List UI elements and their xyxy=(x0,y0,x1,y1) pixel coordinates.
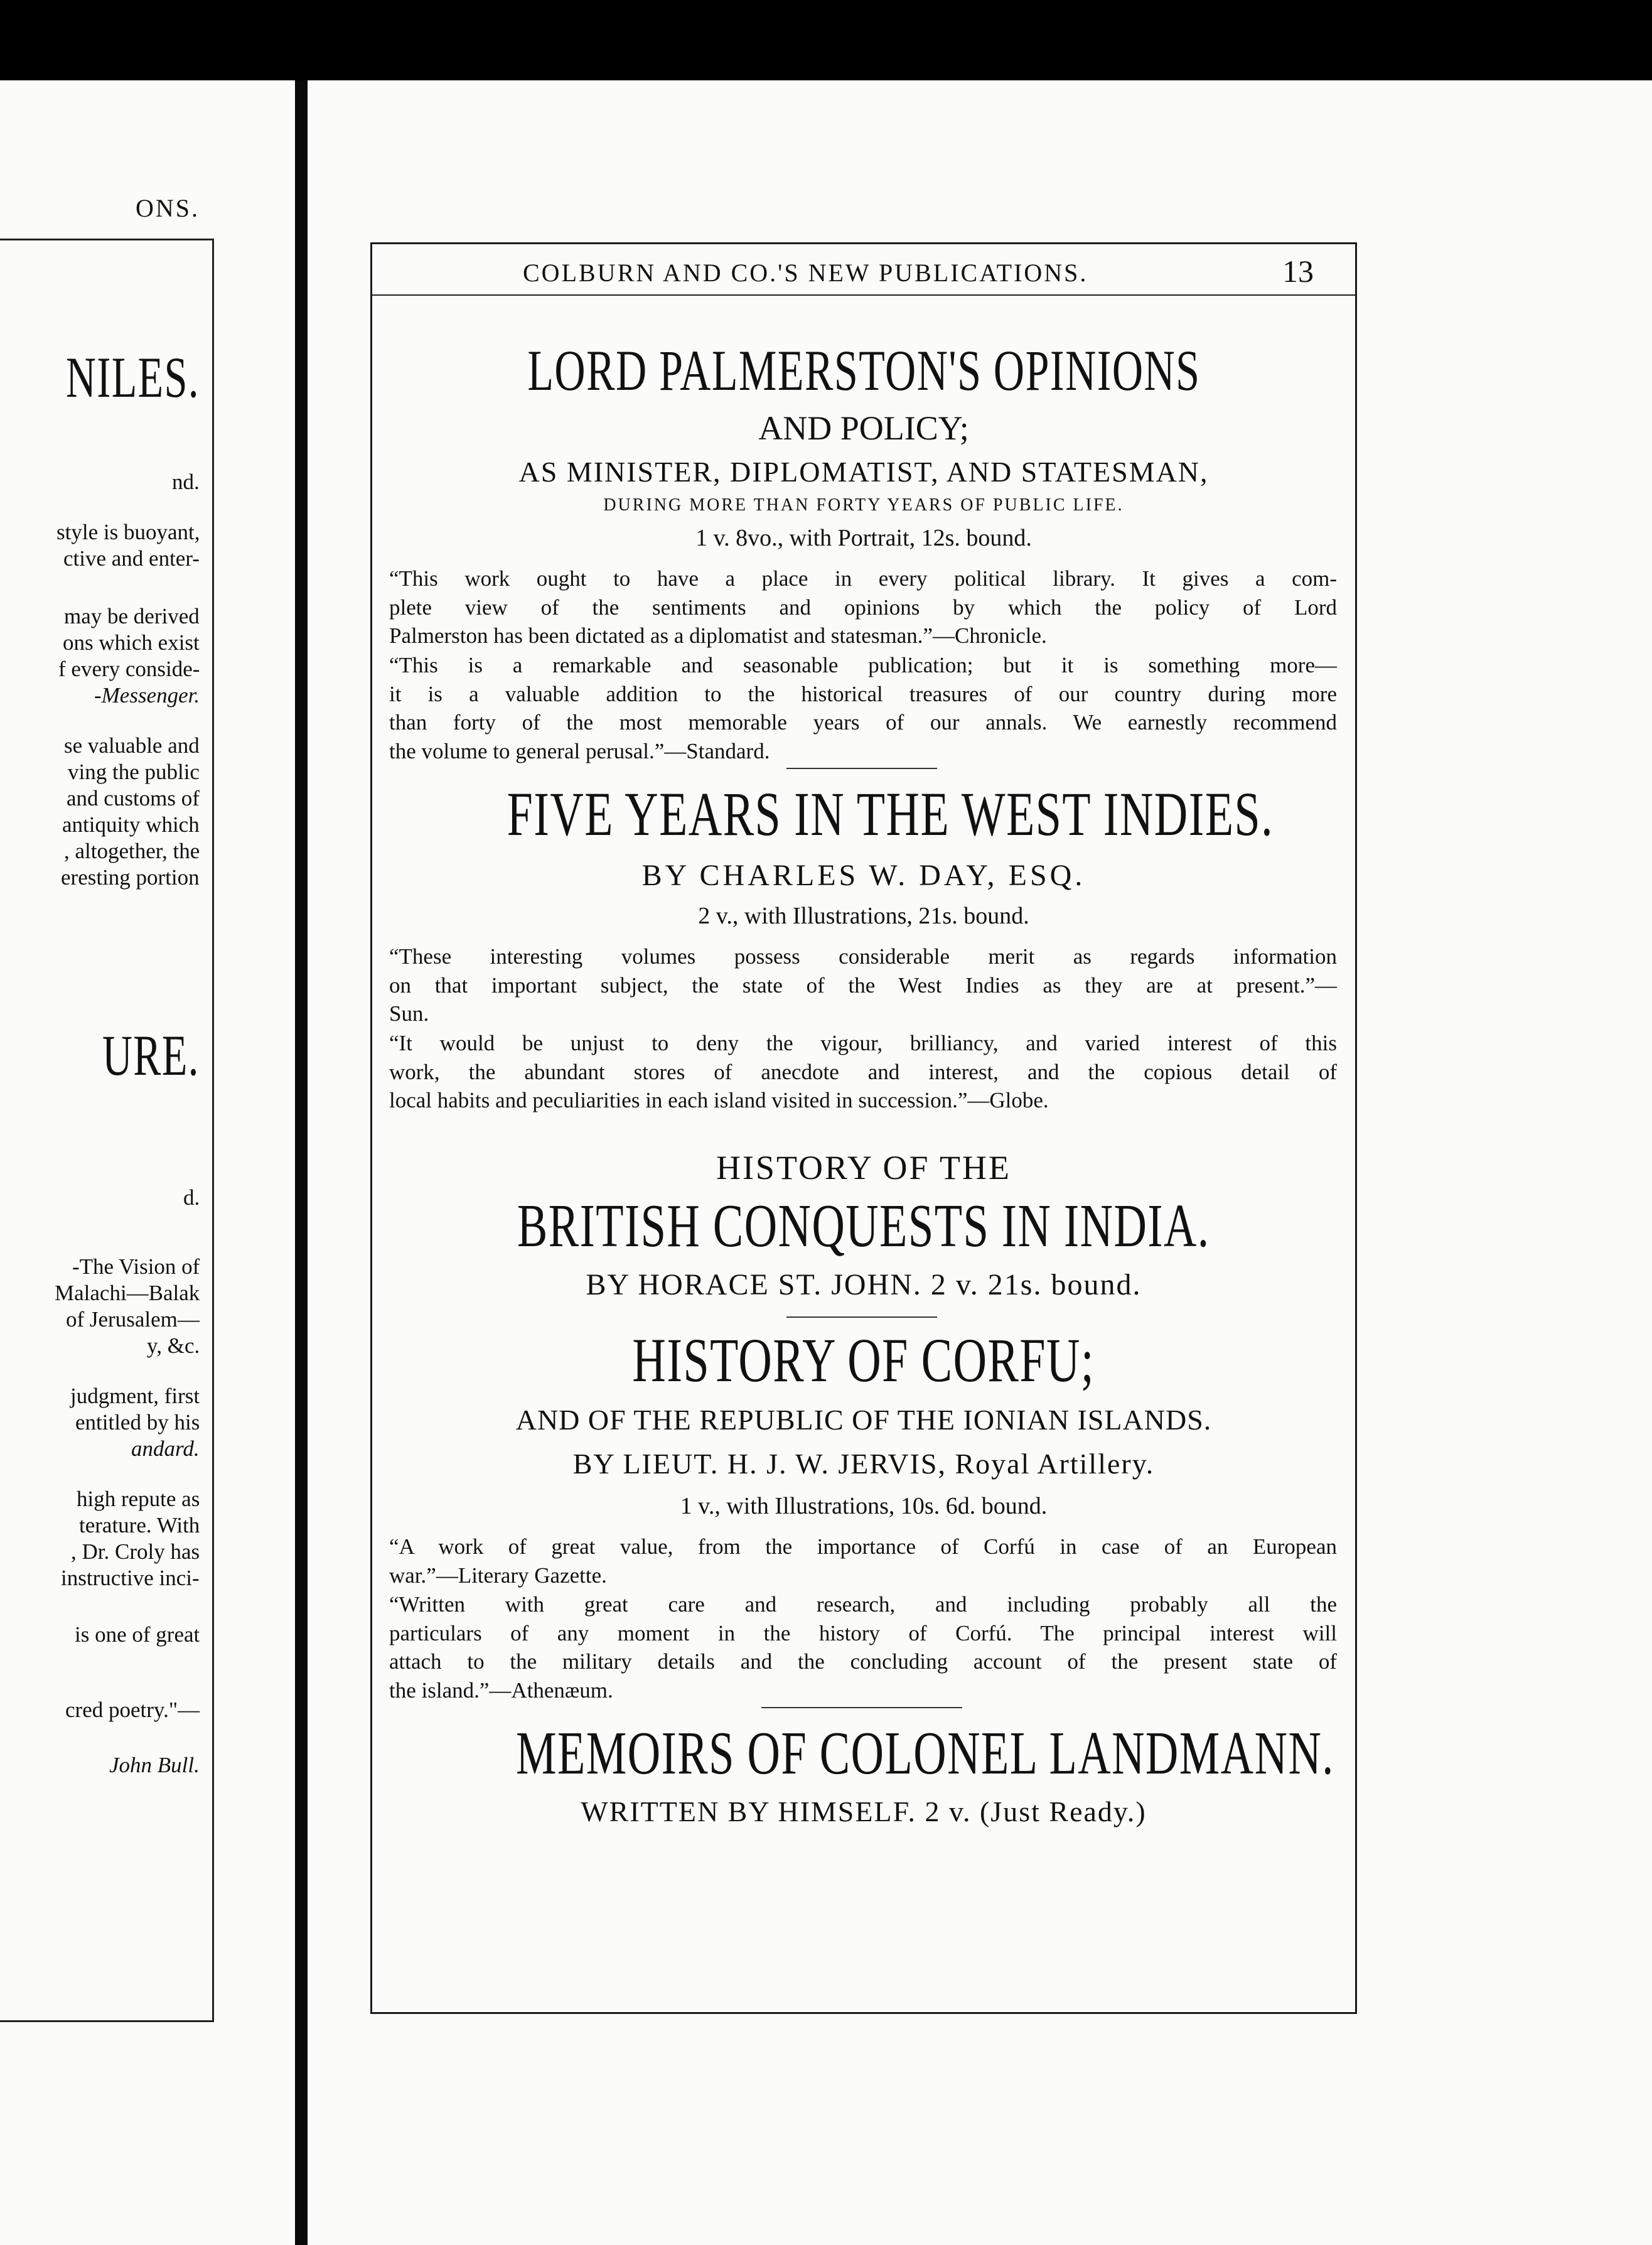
ad-line-palmerston: AS MINISTER, DIPLOMATIST, AND STATESMAN, xyxy=(518,456,1209,488)
ad-title-palmerston: LORD PALMERSTON'S OPINIONS xyxy=(527,338,1201,402)
review-corfu-1 xyxy=(389,1532,1337,1590)
review-line: work, the abundant stores of anecdote and interest, and the copious detail of xyxy=(389,1059,1337,1084)
previous-page-line: ctive and enter- xyxy=(63,546,200,571)
ad-author-india: BY HORACE ST. JOHN. 2 v. 21s. bound. xyxy=(586,1268,1142,1301)
previous-page-line: may be derived xyxy=(64,604,200,628)
previous-page-line: instructive inci- xyxy=(61,1566,200,1590)
ad-title-west-indies: FIVE YEARS IN THE WEST INDIES. xyxy=(507,779,1274,849)
review-line: particulars of any moment in the history of Corfú. The principal interest will xyxy=(389,1620,1337,1645)
ad-line-palmerston-2: DURING MORE THAN FORTY YEARS OF PUBLIC LIFE. xyxy=(603,495,1124,515)
previous-page-line: terature. With xyxy=(79,1513,200,1537)
page-border xyxy=(370,242,1357,2014)
previous-page-line: Malachi—Balak xyxy=(55,1281,200,1305)
review-line: “A work of great value, from the importance of Corfú in case of an European xyxy=(389,1534,1337,1559)
previous-page-line: NILES. xyxy=(65,345,200,409)
ad-details-west-indies: 2 v., with Illustrations, 21s. bound. xyxy=(698,903,1029,929)
review-line: Sun. xyxy=(389,1001,429,1026)
previous-page-line: and customs of xyxy=(67,786,200,810)
review-line: local habits and peculiarities in each island visited in succession.”—Globe. xyxy=(389,1088,1049,1112)
previous-page-line: eresting portion xyxy=(61,865,200,890)
review-line: “Written with great care and research, and including probably all the xyxy=(389,1592,1337,1617)
previous-page-line: , Dr. Croly has xyxy=(71,1539,200,1564)
ad-subtitle-palmerston: AND POLICY; xyxy=(758,409,969,447)
page-gutter xyxy=(295,80,308,2245)
ad-details-corfu: 1 v., with Illustrations, 10s. 6d. bound. xyxy=(680,1493,1048,1519)
previous-page-line: , altogether, the xyxy=(64,839,200,863)
review-line: the volume to general perusal.”—Standard. xyxy=(389,738,770,763)
previous-page-line: ons which exist xyxy=(63,630,200,655)
page xyxy=(308,80,1652,2245)
previous-page-line: -Messenger. xyxy=(94,683,200,708)
review-palmerston-1 xyxy=(389,564,1337,650)
ad-author-west-indies: BY CHARLES W. DAY, ESQ. xyxy=(641,859,1086,892)
previous-page-line: y, &c. xyxy=(147,1333,200,1358)
scan-border xyxy=(0,0,1652,80)
previous-page-line: is one of great xyxy=(75,1622,200,1647)
review-line: than forty of the most memorable years of our annals. We earnestly recommend xyxy=(389,710,1337,735)
divider xyxy=(761,1707,962,1708)
previous-page-line: judgment, first xyxy=(70,1384,200,1408)
review-corfu-2 xyxy=(389,1590,1337,1704)
ad-details-palmerston: 1 v. 8vo., with Portrait, 12s. bound. xyxy=(695,525,1032,551)
review-line: “This is a remarkable and seasonable publication; but it is something more— xyxy=(389,653,1337,677)
review-line: it is a valuable addition to the historical treasures of our country during more xyxy=(389,681,1337,706)
ad-title-landmann: MEMOIRS OF COLONEL LANDMANN. xyxy=(516,1720,1334,1787)
previous-page-line: ving the public xyxy=(68,760,200,784)
review-west-indies-2 xyxy=(389,1029,1337,1115)
review-line: attach to the military details and the concluding account of the present state of xyxy=(389,1649,1337,1674)
review-line: “This work ought to have a place in every political library. It gives a com- xyxy=(389,566,1337,591)
previous-page-fragment xyxy=(0,80,295,2245)
divider xyxy=(786,1316,937,1318)
previous-page-line: nd. xyxy=(172,470,200,494)
previous-page-line: high repute as xyxy=(77,1487,200,1511)
previous-page-line: style is buoyant, xyxy=(56,520,200,544)
previous-page-line: se valuable and xyxy=(64,733,200,758)
review-line: “These interesting volumes possess considerable merit as regards information xyxy=(389,944,1337,969)
previous-page-line: entitled by his xyxy=(75,1410,200,1435)
review-line: plete view of the sentiments and opinions by which the policy of Lord xyxy=(389,595,1337,620)
previous-page-line: f every conside- xyxy=(58,657,200,681)
ad-author-corfu: BY LIEUT. H. J. W. JERVIS, Royal Artillery. xyxy=(572,1448,1155,1480)
previous-page-line: antiquity which xyxy=(62,812,200,837)
ad-title-india: BRITISH CONQUESTS IN INDIA. xyxy=(517,1192,1210,1260)
running-head-title: COLBURN AND CO.'S NEW PUBLICATIONS. xyxy=(523,259,1088,287)
review-line: the island.”—Athenæum. xyxy=(389,1677,613,1703)
running-head xyxy=(372,244,1355,296)
previous-page-line: d. xyxy=(183,1185,200,1210)
previous-page-line: andard. xyxy=(131,1436,200,1461)
previous-page-line: -The Vision of xyxy=(72,1254,200,1279)
ad-pretitle-india: HISTORY OF THE xyxy=(716,1149,1012,1187)
review-line: war.”—Literary Gazette. xyxy=(389,1563,607,1588)
review-line: “It would be unjust to deny the vigour, brilliancy, and varied interest of this xyxy=(389,1031,1337,1055)
review-palmerston-2 xyxy=(389,651,1337,765)
divider xyxy=(786,768,937,769)
previous-page-line: cred poetry."— xyxy=(65,1698,200,1722)
previous-page-line: URE. xyxy=(102,1023,200,1087)
previous-page-line: John Bull. xyxy=(109,1753,200,1777)
review-line: on that important subject, the state of the West Indies as they are at present.”— xyxy=(389,972,1337,998)
previous-page-line: of Jerusalem— xyxy=(66,1307,200,1332)
review-line: Palmerston has been dictated as a diplomatist and statesman.”—Chronicle. xyxy=(389,623,1047,648)
review-west-indies-1 xyxy=(389,942,1337,1028)
previous-page-line: ONS. xyxy=(136,194,200,222)
page-number: 13 xyxy=(1282,254,1314,289)
ad-subtitle-landmann: WRITTEN BY HIMSELF. 2 v. (Just Ready.) xyxy=(581,1795,1147,1828)
ad-title-corfu: HISTORY OF CORFU; xyxy=(632,1325,1095,1395)
ad-subtitle-corfu: AND OF THE REPUBLIC OF THE IONIAN ISLANDS. xyxy=(515,1404,1212,1436)
